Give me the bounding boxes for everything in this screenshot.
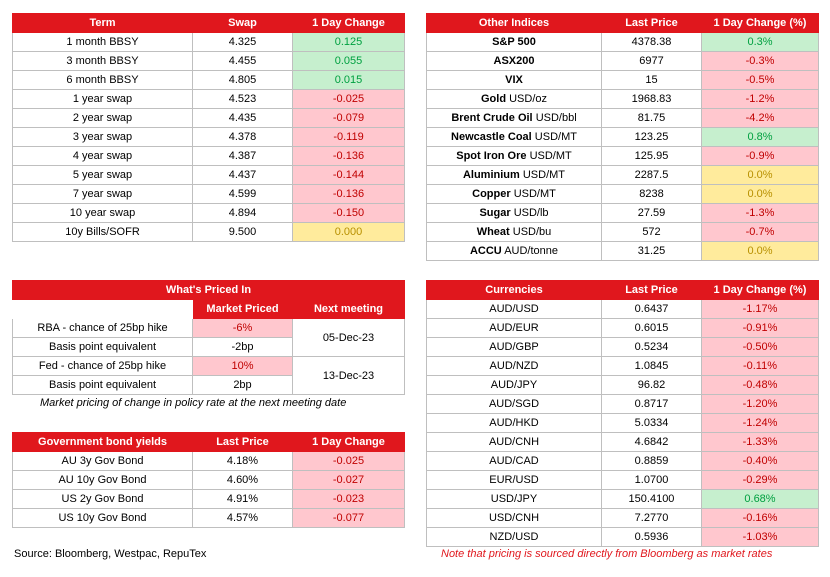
whats-priced-in-title-row (13, 281, 405, 300)
table-row (13, 509, 405, 528)
currencies-header (427, 281, 819, 300)
price-cell: 7.2770 (602, 509, 702, 528)
whats-priced-in-title: What's Priced In (13, 281, 405, 300)
term-cell: 10y Bills/SOFR (13, 223, 193, 242)
pair-cell: AUD/JPY (427, 376, 602, 395)
table-row (13, 71, 405, 90)
index-unit: USD/MT (529, 150, 572, 162)
change-cell: 0.0% (702, 242, 819, 261)
price-cell: 5.0334 (602, 414, 702, 433)
change-cell: 0.055 (293, 52, 405, 71)
change-cell: -0.023 (293, 490, 405, 509)
index-name: Copper (472, 188, 511, 200)
bond-name-cell: US 10y Gov Bond (13, 509, 193, 528)
priced-label: Basis point equivalent (13, 376, 193, 395)
change-cell: -0.077 (293, 509, 405, 528)
price-cell: 4378.38 (602, 33, 702, 52)
bond-name-cell: US 2y Gov Bond (13, 490, 193, 509)
index-name: S&P 500 (492, 36, 536, 48)
table-row (427, 223, 819, 242)
term-cell: 2 year swap (13, 109, 193, 128)
bond-name-cell: AU 3y Gov Bond (13, 452, 193, 471)
index-name: VIX (505, 74, 523, 86)
price-cell: 4.91% (193, 490, 293, 509)
table-row (427, 242, 819, 261)
index-name: ASX200 (493, 55, 535, 67)
term-cell: 5 year swap (13, 166, 193, 185)
priced-value: -6% (193, 319, 293, 338)
whats-priced-in-table (12, 280, 405, 395)
pair-cell: AUD/USD (427, 300, 602, 319)
swap-cell: 4.378 (193, 128, 293, 147)
index-name-cell (427, 71, 602, 90)
price-cell: 15 (602, 71, 702, 90)
header-1day-change: 1 Day Change (293, 14, 405, 33)
index-unit: USD/MT (513, 188, 556, 200)
swap-cell: 4.437 (193, 166, 293, 185)
change-cell: -1.3% (702, 204, 819, 223)
price-cell: 4.18% (193, 452, 293, 471)
change-cell: -0.079 (293, 109, 405, 128)
table-row (427, 319, 819, 338)
header-market-priced: Market Priced (193, 300, 293, 319)
index-unit: USD/bu (512, 226, 552, 238)
change-cell: -0.119 (293, 128, 405, 147)
price-cell: 0.8859 (602, 452, 702, 471)
blank-header (13, 300, 193, 319)
priced-value: 10% (193, 357, 293, 376)
table-row (427, 33, 819, 52)
pair-cell: USD/JPY (427, 490, 602, 509)
term-cell: 3 year swap (13, 128, 193, 147)
table-row (13, 357, 405, 376)
change-cell: -0.7% (702, 223, 819, 242)
index-unit: USD/MT (534, 131, 577, 143)
priced-label: Basis point equivalent (13, 338, 193, 357)
table-row (13, 90, 405, 109)
change-cell: -0.144 (293, 166, 405, 185)
change-cell: -0.11% (702, 357, 819, 376)
term-cell: 3 month BBSY (13, 52, 193, 71)
header-1day-change-pct: 1 Day Change (%) (702, 14, 819, 33)
table-row (427, 433, 819, 452)
price-cell: 1.0700 (602, 471, 702, 490)
index-name-cell (427, 204, 602, 223)
change-cell: -0.48% (702, 376, 819, 395)
change-cell: -0.29% (702, 471, 819, 490)
table-row (427, 204, 819, 223)
price-cell: 0.5234 (602, 338, 702, 357)
table-row (13, 223, 405, 242)
other-indices-header (427, 14, 819, 33)
change-cell: 0.68% (702, 490, 819, 509)
priced-label: RBA - chance of 25bp hike (13, 319, 193, 338)
header-last-price: Last Price (602, 14, 702, 33)
table-row (13, 109, 405, 128)
swap-cell: 4.599 (193, 185, 293, 204)
term-cell: 6 month BBSY (13, 71, 193, 90)
change-cell: -0.5% (702, 71, 819, 90)
change-cell: 0.3% (702, 33, 819, 52)
table-row (13, 490, 405, 509)
pair-cell: AUD/SGD (427, 395, 602, 414)
index-name-cell (427, 185, 602, 204)
table-row (427, 300, 819, 319)
change-cell: -0.025 (293, 452, 405, 471)
index-unit: AUD/tonne (504, 245, 559, 257)
index-unit: USD/oz (509, 93, 548, 105)
header-1day-change-pct: 1 Day Change (%) (702, 281, 819, 300)
bond-name-cell: AU 10y Gov Bond (13, 471, 193, 490)
term-cell: 1 year swap (13, 90, 193, 109)
term-cell: 10 year swap (13, 204, 193, 223)
table-row (427, 90, 819, 109)
change-cell: -0.50% (702, 338, 819, 357)
swap-cell: 4.325 (193, 33, 293, 52)
price-cell: 125.95 (602, 147, 702, 166)
change-cell: -0.3% (702, 52, 819, 71)
change-cell: -0.136 (293, 147, 405, 166)
pair-cell: USD/CNH (427, 509, 602, 528)
header-1day-change: 1 Day Change (293, 433, 405, 452)
swap-cell: 4.387 (193, 147, 293, 166)
price-cell: 0.5936 (602, 528, 702, 547)
table-row (13, 204, 405, 223)
change-cell: -1.2% (702, 90, 819, 109)
pair-cell: AUD/HKD (427, 414, 602, 433)
whats-priced-in-subheader (13, 300, 405, 319)
table-row (427, 395, 819, 414)
index-unit: USD/MT (522, 169, 566, 181)
change-cell: -1.03% (702, 528, 819, 547)
swap-cell: 9.500 (193, 223, 293, 242)
change-cell: 0.0% (702, 166, 819, 185)
table-row (427, 490, 819, 509)
table-row (13, 185, 405, 204)
index-name-cell (427, 52, 602, 71)
index-name: Aluminium (462, 169, 520, 181)
header-gov-bond-yields: Government bond yields (13, 433, 193, 452)
table-row (427, 71, 819, 90)
currencies-table (426, 280, 819, 547)
price-cell: 27.59 (602, 204, 702, 223)
change-cell: 0.0% (702, 185, 819, 204)
table-row (427, 185, 819, 204)
index-name-cell (427, 109, 602, 128)
pair-cell: AUD/CAD (427, 452, 602, 471)
table-row (13, 128, 405, 147)
table-row (427, 52, 819, 71)
change-cell: -0.025 (293, 90, 405, 109)
pair-cell: EUR/USD (427, 471, 602, 490)
table-row (13, 452, 405, 471)
change-cell: 0.000 (293, 223, 405, 242)
index-unit: USD/lb (513, 207, 549, 219)
swap-cell: 4.894 (193, 204, 293, 223)
price-cell: 31.25 (602, 242, 702, 261)
header-last-price: Last Price (602, 281, 702, 300)
meeting-date: 13-Dec-23 (293, 357, 405, 395)
price-cell: 150.4100 (602, 490, 702, 509)
table-row (427, 528, 819, 547)
price-cell: 4.6842 (602, 433, 702, 452)
index-name-cell (427, 166, 602, 185)
term-cell: 1 month BBSY (13, 33, 193, 52)
index-name-cell (427, 90, 602, 109)
header-last-price: Last Price (193, 433, 293, 452)
index-unit: USD/bbl (535, 112, 577, 124)
table-row (13, 166, 405, 185)
term-cell: 7 year swap (13, 185, 193, 204)
swap-cell: 4.805 (193, 71, 293, 90)
price-cell: 6977 (602, 52, 702, 71)
table-row (427, 166, 819, 185)
bond-yields-header (13, 433, 405, 452)
table-row (427, 128, 819, 147)
price-cell: 0.8717 (602, 395, 702, 414)
table-row (427, 109, 819, 128)
table-row (13, 147, 405, 166)
swap-rates-table (12, 13, 405, 242)
header-other-indices: Other Indices (427, 14, 602, 33)
table-row (427, 414, 819, 433)
price-cell: 572 (602, 223, 702, 242)
change-cell: -0.027 (293, 471, 405, 490)
table-row (13, 52, 405, 71)
bond-yields-table (12, 432, 405, 528)
change-cell: -0.16% (702, 509, 819, 528)
term-cell: 4 year swap (13, 147, 193, 166)
price-cell: 2287.5 (602, 166, 702, 185)
change-cell: -0.40% (702, 452, 819, 471)
swap-cell: 4.523 (193, 90, 293, 109)
meeting-date: 05-Dec-23 (293, 319, 405, 357)
table-row (427, 376, 819, 395)
index-name: Gold (480, 93, 507, 105)
change-cell: -0.9% (702, 147, 819, 166)
header-term: Term (13, 14, 193, 33)
index-name: Spot Iron Ore (456, 150, 527, 162)
price-cell: 0.6015 (602, 319, 702, 338)
pair-cell: AUD/GBP (427, 338, 602, 357)
price-cell: 4.57% (193, 509, 293, 528)
price-cell: 96.82 (602, 376, 702, 395)
table-row (427, 471, 819, 490)
change-cell: 0.015 (293, 71, 405, 90)
disclaimer-note: Note that pricing is sourced directly from Bloomberg as market rates (441, 548, 773, 560)
index-name: Sugar (479, 207, 511, 219)
price-cell: 81.75 (602, 109, 702, 128)
table-row (427, 357, 819, 376)
change-cell: -1.33% (702, 433, 819, 452)
swap-rates-header (13, 14, 405, 33)
table-row (13, 33, 405, 52)
other-indices-table (426, 13, 819, 261)
table-row (13, 471, 405, 490)
price-cell: 4.60% (193, 471, 293, 490)
pair-cell: AUD/CNH (427, 433, 602, 452)
index-name: ACCU (469, 245, 502, 257)
price-cell: 123.25 (602, 128, 702, 147)
index-name-cell (427, 223, 602, 242)
change-cell: 0.8% (702, 128, 819, 147)
change-cell: -1.20% (702, 395, 819, 414)
header-next-meeting: Next meeting (293, 300, 405, 319)
index-name: Brent Crude Oil (451, 112, 533, 124)
header-currencies: Currencies (427, 281, 602, 300)
change-cell: -0.91% (702, 319, 819, 338)
change-cell: -0.136 (293, 185, 405, 204)
priced-value: -2bp (193, 338, 293, 357)
source-note: Source: Bloomberg, Westpac, RepuTex (14, 548, 207, 560)
price-cell: 0.6437 (602, 300, 702, 319)
pair-cell: AUD/EUR (427, 319, 602, 338)
pair-cell: NZD/USD (427, 528, 602, 547)
table-row (13, 319, 405, 338)
change-cell: -0.150 (293, 204, 405, 223)
price-cell: 1968.83 (602, 90, 702, 109)
change-cell: 0.125 (293, 33, 405, 52)
table-row (427, 509, 819, 528)
table-row (427, 338, 819, 357)
swap-cell: 4.435 (193, 109, 293, 128)
priced-label: Fed - chance of 25bp hike (13, 357, 193, 376)
index-name-cell (427, 147, 602, 166)
change-cell: -1.17% (702, 300, 819, 319)
change-cell: -4.2% (702, 109, 819, 128)
table-row (427, 147, 819, 166)
index-name: Wheat (476, 226, 510, 238)
swap-cell: 4.455 (193, 52, 293, 71)
index-name-cell (427, 128, 602, 147)
priced-value: 2bp (193, 376, 293, 395)
index-name-cell (427, 33, 602, 52)
priced-in-note: Market pricing of change in policy rate at the next meeting date (40, 397, 347, 409)
change-cell: -1.24% (702, 414, 819, 433)
index-name-cell (427, 242, 602, 261)
index-name: Newcastle Coal (451, 131, 532, 143)
price-cell: 1.0845 (602, 357, 702, 376)
pair-cell: AUD/NZD (427, 357, 602, 376)
price-cell: 8238 (602, 185, 702, 204)
header-swap: Swap (193, 14, 293, 33)
table-row (427, 452, 819, 471)
